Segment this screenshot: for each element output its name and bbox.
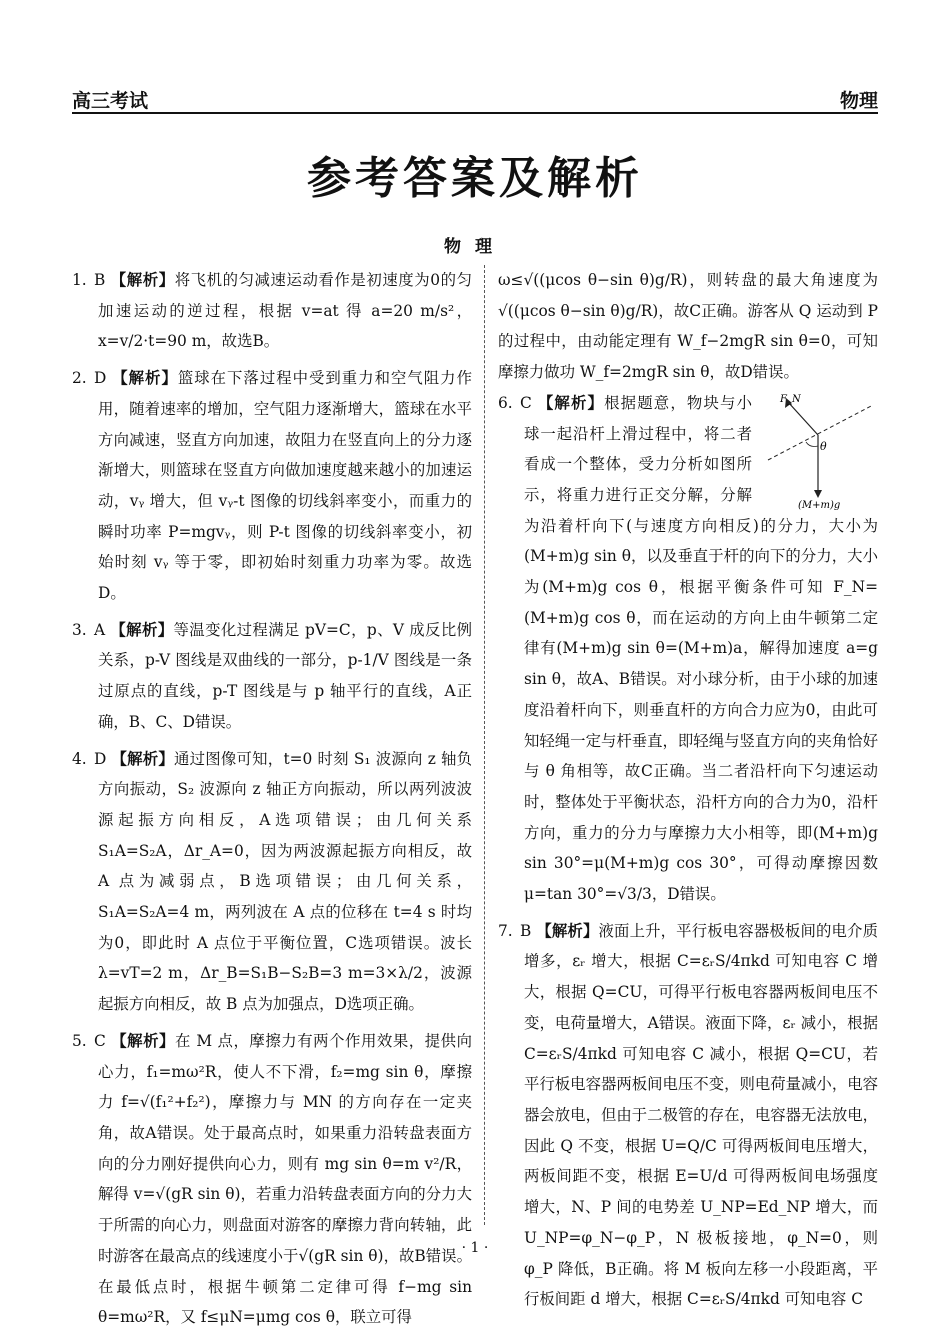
column-divider	[484, 265, 485, 1225]
subject-label: 物理	[839, 90, 878, 112]
page-header	[72, 86, 878, 114]
right-column	[498, 265, 878, 1321]
section-subject: 物理	[444, 237, 506, 257]
answer-item-7: 7. B 【解析】液面上升，平行板电容器极板间的电介质增多，εᵣ 增大，根据 C=εᵣS/4πkd 可知电容 C 增大，根据 Q=CU，可得平行板电容器两板间电压不变，电荷量增大，A错误。液面下降，εᵣ 减小，根据 C=εᵣS/4πkd 可知电容 C 减小，根据 Q=CU，若平行板电容器两板间电压不变，则电荷量减小，电容器会放电，但由于二极管的存在，电容器无法放电，因此 Q 不变，根据 U=Q/C 可得两板间电压增大，两板间距不变，根据 E=U/d 可得两板间电场强度增大，N、P 间的电势差 U_NP=Ed_NP 增大，而 U_NP=φ_N−φ_P，N 极板接地，φ_N=0，则 φ_P 降低，B正确。将 M 板向左移一小段距离，平行板间距 d 增大，根据 C=εᵣS/4πkd 可知电容 C	[498, 921, 878, 1309]
page-number: · 1 ·	[461, 1240, 489, 1256]
answer-item-4: 4. D 【解析】通过图像可知，t=0 时刻 S₁ 波源向 z 轴负方向振动，S₂ 波源向 z 轴正方向振动，所以两列波波源起振方向相反，A选项错误；由几何关系 S₁A=S₂A，Δr_A=0，因为两波源起振方向相反，故 A 点为减弱点，B选项错误；由几何关系，S₁A=S₂A=4 m，两列波在 A 点的位移在 t=4 s 时均为0，即此时 A 点位于平衡位置，C选项错误。波长 λ=vT=2 m，Δr_B=S₁B−S₂B=3 m=3×λ/2，波源起振方向相反，故 B 点为加强点，D选项正确。	[72, 749, 472, 1014]
answer-item-5: 5. C 【解析】在 M 点，摩擦力有两个作用效果，提供向心力，f₁=mω²R，使人不下滑，f₂=mg sin θ，摩擦力 f=√(f₁²+f₂²)，摩擦力与 MN 的方向存在一定夹角，故A错误。处于最高点时，如果重力沿转盘表面方向的分力刚好提供向心力，则有 mg sin θ=m v²/R，解得 v=√(gR sin θ)，若重力沿转盘表面方向的分力大于所需的向心力，则盘面对游客的摩擦力背向转轴，此时游客在最高点的线速度小于√(gR sin θ)，故B错误。在最低点时，根据牛顿第二定律可得 f−mg sin θ=mω²R，又 f≤μN=μmg cos θ，联立可得	[72, 1031, 472, 1327]
answer-item-5-continued: ω≤√((μcos θ−sin θ)g/R)，则转盘的最大角速度为√((μcos θ−sin θ)g/R)，故C正确。游客从 Q 运动到 P 的过程中，由动能定理有 W_f−2mgR sin θ=0，可知摩擦力做功 W_f=2mgR sin θ，故D错误。	[498, 271, 878, 382]
theta-label: θ	[820, 439, 827, 453]
answer-item-1: 1. B 【解析】将飞机的匀减速运动看作是初速度为0的匀加速运动的逆过程，根据 v=at 得 a=20 m/s²，x=v/2·t=90 m，故选B。	[72, 271, 472, 351]
answer-item-6: 6. C 【解析】 F_N θ (M+m)g 根据题意，物块与小球一起沿杆上滑过程中，将二者看成一个整体，受力分析如图所示，将重力进行正交分解，分解为沿着杆向下(与速度方向相反)的分力，大小为(M+m)g sin θ，以及垂直于杆的向下的分力，大小为(M+m)g cos θ，根据平衡条件可知 F_N=(M+m)g cos θ，而在运动的方向上由牛顿第二定律有(M+m)g sin θ=(M+m)a，解得加速度 a=g sin θ，故A、B错误。对小球分析，由于小球的加速度沿着杆向下，则垂直杆的方向合力应为0，由此可知轻绳一定与杆垂直，即轻绳与竖直方向的夹角恰好与 θ 角相等，故C正确。当二者沿杆向下匀速运动时，整体处于平衡状态，沿杆方向的合力为0，沿杆方向，重力的分力与摩擦力大小相等，即(M+m)g sin 30°=μ(M+m)g cos 30°，可得动摩擦因数 μ=tan 30°=√3/3，D错误。	[498, 388, 878, 910]
answer-item-3: 3. A 【解析】等温变化过程满足 pV=C，p、V 成反比例关系，p-V 图线是双曲线的一部分，p-1/V 图线是一条过原点的直线，p-T 图线是与 p 轴平行的直线，A正确，B、C、D错误。	[72, 620, 472, 731]
force-diagram	[758, 390, 878, 510]
answer-item-2: 2. D 【解析】篮球在下落过程中受到重力和空气阻力作用，随着速率的增加，空气阻力逐渐增大，篮球在水平方向减速，竖直方向加速，故阻力在竖直向上的分力逐渐增大，则篮球在竖直方向做加速度越来越小的加速运动，vᵧ 增大，但 vᵧ-t 图像的切线斜率变小，而重力的瞬时功率 P=mgvᵧ，则 P-t 图像的切线斜率变小，初始时刻 vᵧ 等于零，即初始时刻重力功率为零。故选D。	[72, 369, 472, 603]
page-title: 参考答案及解析	[307, 153, 643, 204]
left-column	[72, 265, 472, 1339]
weight-label: (M+m)g	[798, 499, 841, 510]
fn-label: F_N	[780, 393, 801, 405]
exam-label: 高三考试	[72, 90, 149, 112]
